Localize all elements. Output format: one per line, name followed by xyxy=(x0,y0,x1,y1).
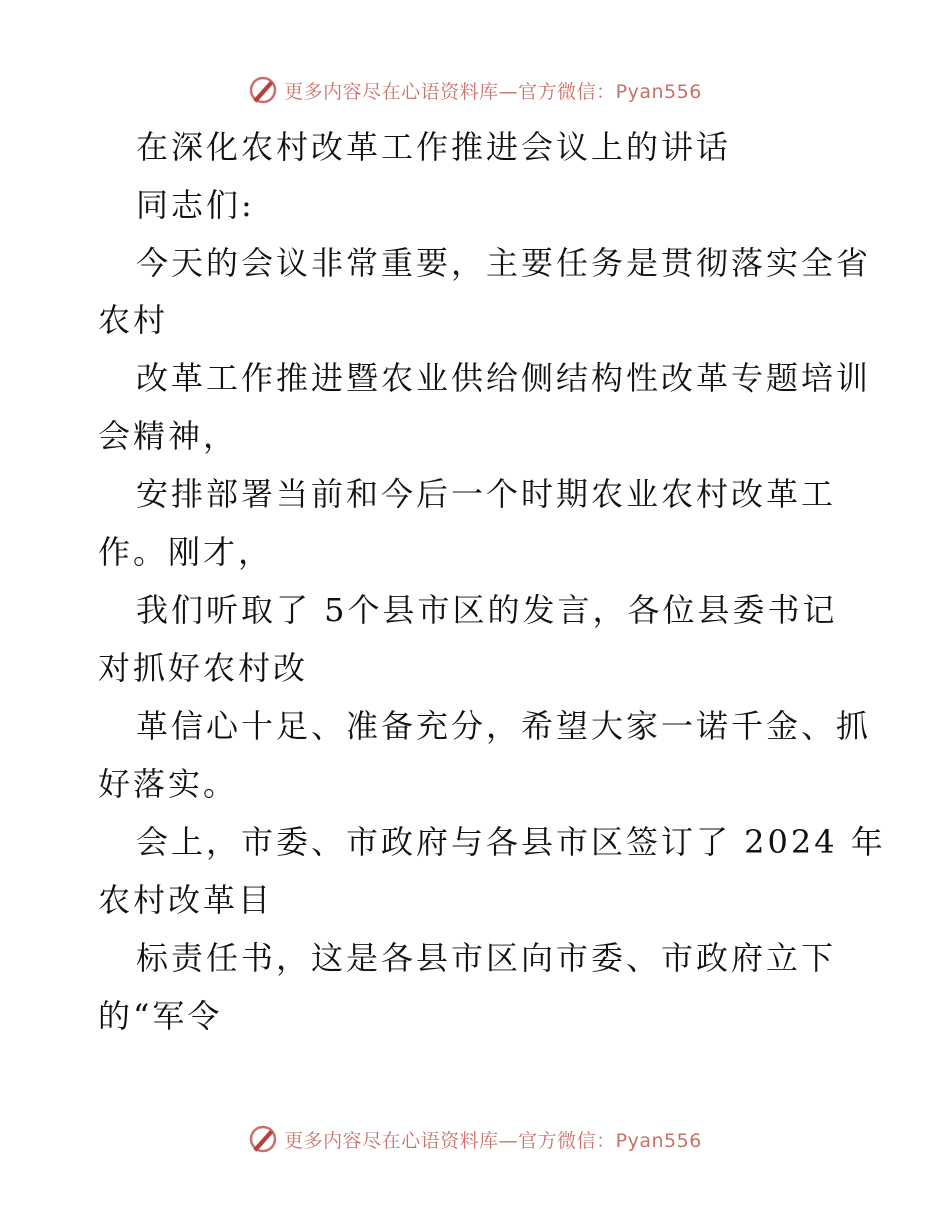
paragraph-line: 作。刚才， xyxy=(98,533,274,571)
paragraph-line: 对抓好农村改 xyxy=(98,649,309,687)
watermark-text: 更多内容尽在心语资料库—官方微信：Pyan556 xyxy=(284,80,702,103)
watermark-text: 更多内容尽在心语资料库—官方微信：Pyan556 xyxy=(284,1129,702,1152)
paragraph-line: 好落实。 xyxy=(98,765,239,803)
paragraph-line: 我们听取了 5个县市区的发言，各位县委书记 xyxy=(136,591,838,629)
document-title: 在深化农村改革工作推进会议上的讲话 xyxy=(136,128,732,166)
paragraph-line: 的“军令 xyxy=(98,997,223,1035)
paragraph-line: 改革工作推进暨农业供给侧结构性改革专题培训 xyxy=(136,359,872,397)
footer-watermark xyxy=(0,1122,950,1156)
paragraph-line: 安排部署当前和今后一个时期农业农村改革工 xyxy=(136,475,837,513)
paragraph-line: 革信心十足、准备充分，希望大家一诺千金、抓 xyxy=(136,707,872,745)
paragraph-line: 今天的会议非常重要，主要任务是贯彻落实全省 xyxy=(136,244,872,282)
paragraph-line: 农村 xyxy=(98,301,169,339)
paragraph-line: 标责任书，这是各县市区向市委、市政府立下 xyxy=(136,939,837,977)
paragraph-line: 会精神， xyxy=(98,417,239,455)
paragraph-line: 会上，市委、市政府与各县市区签订了 2024 年 xyxy=(136,823,886,861)
paragraph-line: 农村改革目 xyxy=(98,881,274,919)
quill-pen-logo-icon xyxy=(248,1124,278,1154)
greeting: 同志们: xyxy=(136,186,255,224)
